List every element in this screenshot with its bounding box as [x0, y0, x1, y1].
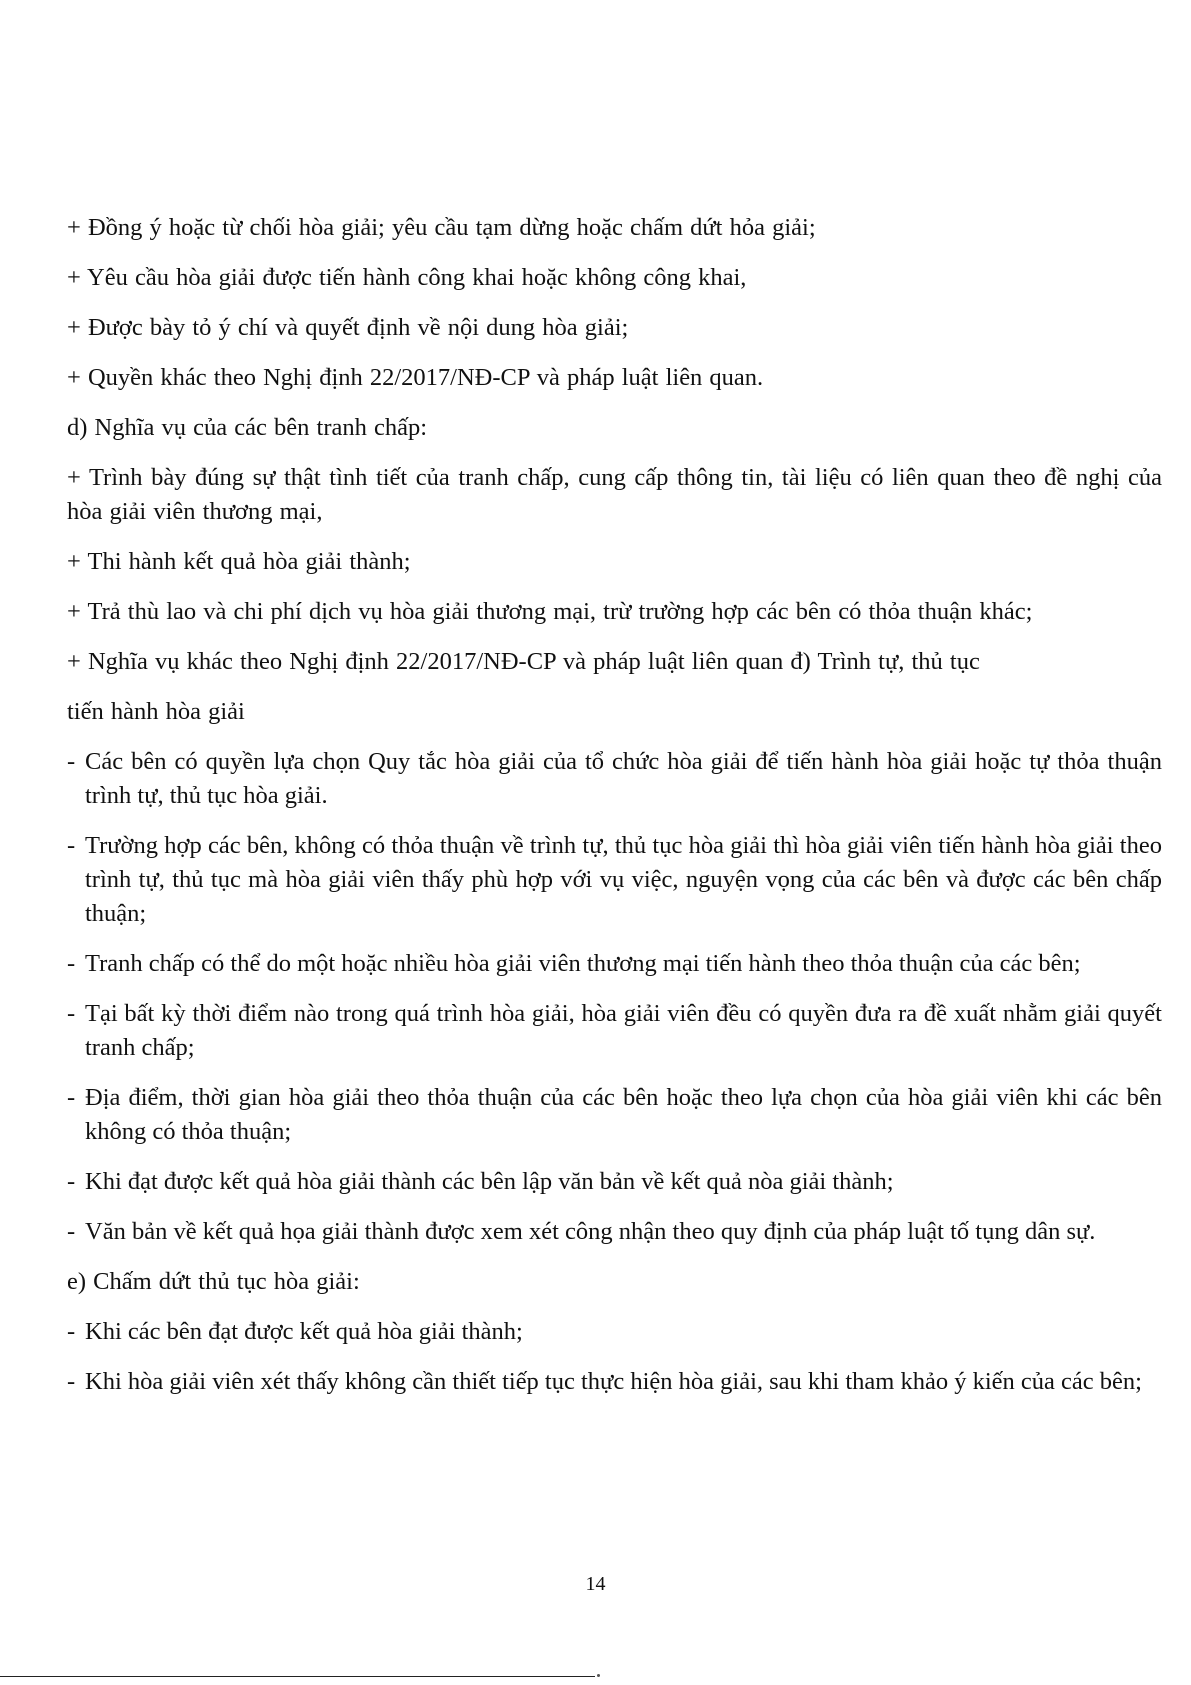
list-item-any-time: [67, 997, 1162, 1065]
list-item-text: Khi đạt được kết quả hòa giải thành các bên lập văn bản về kết quả nòa giải thành;: [85, 1168, 894, 1195]
list-item-no-agreement: [67, 829, 1162, 931]
section-d-heading: d) Nghĩa vụ của các bên tranh chấp:: [67, 414, 428, 441]
paragraph-execute-result: + Thi hành kết quả hòa giải thành;: [67, 548, 411, 575]
dash-marker: -: [67, 1084, 76, 1111]
dash-marker: -: [67, 1368, 76, 1395]
dash-marker: -: [67, 950, 76, 977]
dash-marker: -: [67, 1218, 76, 1245]
section-e-heading: e) Chấm dứt thủ tục hòa giải:: [67, 1268, 360, 1295]
paragraph-public-request: + Yêu cầu hòa giải được tiến hành công khai hoặc không công khai,: [67, 264, 747, 291]
list-item-text: Các bên có quyền lựa chọn Quy tắc hòa giải của tổ chức hòa giải để tiến hành hòa giải hoặc tự thỏa thuận trình tự, thủ tục hòa giải.: [85, 748, 1162, 809]
list-item-text: Trường hợp các bên, không có thỏa thuận về trình tự, thủ tục hòa giải thì hòa giải viên tiến hành hòa giải theo trình tự, thủ tục mà hòa giải viên thấy phù hợp với vụ việc, nguyện vọng của các bên và được các bên chấp thuận;: [85, 832, 1162, 927]
list-item-text: Khi hòa giải viên xét thấy không cần thiết tiếp tục thực hiện hòa giải, sau khi tham khảo ý kiến của các bên;: [85, 1368, 1142, 1395]
paragraph-express-will: + Được bày tỏ ý chí và quyết định về nội dung hòa giải;: [67, 314, 629, 341]
dash-marker: -: [67, 1168, 76, 1195]
list-item-recognition: [67, 1215, 1162, 1249]
list-item-location-time: [67, 1081, 1162, 1149]
list-item-text: Tranh chấp có thể do một hoặc nhiều hòa giải viên thương mại tiến hành theo thỏa thuận của các bên;: [85, 950, 1081, 977]
list-item-text: Địa điểm, thời gian hòa giải theo thỏa thuận của các bên hoặc theo lựa chọn của hòa giải viên khi các bên không có thỏa thuận;: [85, 1084, 1162, 1145]
list-item-result-reached: [67, 1315, 1162, 1349]
paragraph-agree-refuse: + Đồng ý hoặc từ chối hòa giải; yêu cầu tạm dừng hoặc chấm dứt hỏa giải;: [67, 214, 816, 241]
footer-dot: [597, 1674, 600, 1677]
document-body: [67, 211, 1162, 1415]
dash-marker: -: [67, 1318, 76, 1345]
list-item-text: Văn bản về kết quả họa giải thành được xem xét công nhận theo quy định của pháp luật tố tụng dân sự.: [85, 1218, 1096, 1245]
dash-marker: -: [67, 748, 76, 775]
list-item-not-necessary: [67, 1365, 1162, 1399]
list-item-text: Tại bất kỳ thời điểm nào trong quá trình hòa giải, hòa giải viên đều có quyền đưa ra đề xuất nhằm giải quyết tranh chấp;: [85, 1000, 1162, 1061]
footer-rule: [0, 1676, 595, 1677]
list-item-mediators: [67, 947, 1162, 981]
paragraph-present-truth: + Trình bày đúng sự thật tình tiết của tranh chấp, cung cấp thông tin, tài liệu có liên quan theo đề nghị của hòa giải viên thương mại,: [67, 464, 1162, 525]
paragraph-other-obligations: + Nghĩa vụ khác theo Nghị định 22/2017/NĐ-CP và pháp luật liên quan đ) Trình tự, thủ tục: [67, 648, 980, 675]
paragraph-pay-fees: + Trả thù lao và chi phí dịch vụ hòa giải thương mại, trừ trường hợp các bên có thỏa thuận khác;: [67, 598, 1033, 625]
dash-marker: -: [67, 832, 76, 859]
list-item-text: Khi các bên đạt được kết quả hòa giải thành;: [85, 1318, 523, 1345]
paragraph-procedure-continuation: tiến hành hòa giải: [67, 698, 245, 725]
paragraph-other-rights: + Quyền khác theo Nghị định 22/2017/NĐ-CP và pháp luật liên quan.: [67, 364, 764, 391]
dash-marker: -: [67, 1000, 76, 1027]
page-number: 14: [585, 1573, 606, 1595]
list-item-written-result: [67, 1165, 1162, 1199]
list-item-choose-rules: [67, 745, 1162, 813]
